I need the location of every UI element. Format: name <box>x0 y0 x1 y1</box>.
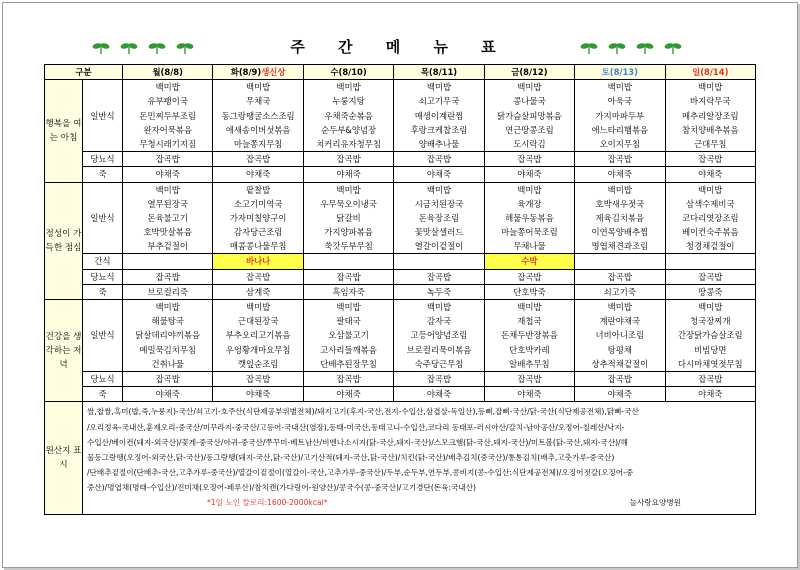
menu-item: 바지락무국 <box>690 96 731 107</box>
menu-item: 소고기미역국 <box>233 198 283 209</box>
lunch-porridge-label: 죽 <box>83 284 123 299</box>
lunch-general-label: 일반식 <box>83 182 123 254</box>
weekly-menu-table <box>44 64 756 515</box>
lunch-porridge-cell: 브로컬리죽 <box>123 284 213 299</box>
dinner-general-cell <box>484 300 574 372</box>
breakfast-diabetic-cell: 잡곡밥 <box>123 152 213 167</box>
menu-item: 감자당근조림 <box>233 227 283 238</box>
breakfast-diabetic-cell: 잡곡밥 <box>484 152 574 167</box>
dinner-diabetic-row <box>45 372 756 387</box>
menu-item: 계란야채국 <box>599 316 641 327</box>
menu-item: 호박새우젓국 <box>595 198 645 209</box>
breakfast-diabetic-label: 당뇨식 <box>83 152 123 167</box>
lunch-diabetic-cell: 잡곡밥 <box>575 269 665 284</box>
dinner-porridge-cell: 야채죽 <box>484 387 574 402</box>
lunch-diabetic-cell: 잡곡밥 <box>123 269 213 284</box>
menu-item: 후랑크케찹조림 <box>410 124 468 135</box>
menu-item: 메추리알장조림 <box>681 110 739 121</box>
menu-item: 오삼불고기 <box>328 330 369 341</box>
day-label: 토(8/13) <box>601 67 638 77</box>
breakfast-porridge-cell: 야채죽 <box>394 167 484 182</box>
menu-item: 근대된장국 <box>237 316 279 327</box>
menu-item: 백미밥 <box>426 184 452 195</box>
menu-item: 매생이계란찜 <box>414 110 464 121</box>
lunch-porridge-cell: 땅콩죽 <box>665 284 755 299</box>
menu-item: 백미밥 <box>245 302 271 313</box>
menu-item: 오이지무침 <box>599 138 641 149</box>
menu-item: 애느타리햄볶음 <box>591 124 649 135</box>
menu-item: 무채국 <box>245 96 271 107</box>
breakfast-diabetic-row <box>45 152 756 167</box>
origin-text-block <box>87 404 751 512</box>
menu-item: 열무된장국 <box>147 198 188 209</box>
menu-item: 순두부&양념장 <box>321 124 377 135</box>
menu-item: 쇠고기무국 <box>418 96 460 107</box>
breakfast-general-cell <box>575 80 665 152</box>
dinner-porridge-cell: 야채죽 <box>575 387 665 402</box>
menu-item: 쑥갓두부무침 <box>324 241 373 252</box>
menu-item: 닭갈비 <box>336 212 361 223</box>
menu-item: 너비아니조림 <box>595 330 645 341</box>
menu-item: 우채죽순볶음 <box>324 110 373 121</box>
lunch-porridge-cell: 삼계죽 <box>213 284 303 299</box>
dinner-section-label: 건강을 생각하는 저녁 <box>45 300 83 402</box>
menu-item: 콩나물국 <box>513 96 546 107</box>
menu-item: 우엉황개마요무침 <box>225 344 291 355</box>
menu-item: 감자국 <box>426 316 452 327</box>
lunch-general-row <box>45 182 756 254</box>
menu-item: 다시마채엿젓무침 <box>677 358 743 369</box>
header-corner: 구분 <box>45 65 123 80</box>
breakfast-general-cell <box>665 80 755 152</box>
menu-item: 청경채겉절이 <box>685 241 735 252</box>
menu-item: 백미밥 <box>336 82 361 93</box>
breakfast-diabetic-cell: 잡곡밥 <box>394 152 484 167</box>
breakfast-general-label: 일반식 <box>83 80 123 152</box>
lunch-snack-row <box>45 254 756 269</box>
lunch-porridge-cell: 단호박죽 <box>484 284 574 299</box>
menu-item: 비빔당면 <box>694 344 727 355</box>
menu-item: 돈육불고기 <box>147 212 188 223</box>
menu-item: 코다리엿장조림 <box>681 212 739 223</box>
origin-row <box>45 402 756 515</box>
menu-item: 백미밥 <box>607 302 632 313</box>
menu-item: 건취나물 <box>151 358 184 369</box>
lunch-porridge-row <box>45 284 756 299</box>
menu-item: 꽃맛살샐러드 <box>414 227 464 238</box>
menu-item: 누룽지탕 <box>332 96 365 107</box>
menu-item: 치커리유자청무침 <box>316 138 381 149</box>
lunch-diabetic-cell: 잡곡밥 <box>665 269 755 284</box>
menu-item: 동그랑땡굴소스조림 <box>221 110 295 121</box>
menu-item: 가자미칠양구이 <box>229 212 287 223</box>
menu-item: 양배추나물 <box>418 138 460 149</box>
menu-item: 백미밥 <box>698 184 723 195</box>
breakfast-general-cell <box>213 80 303 152</box>
menu-item: 백미밥 <box>698 82 723 93</box>
breakfast-diabetic-cell: 잡곡밥 <box>575 152 665 167</box>
menu-item: 백미밥 <box>426 302 452 313</box>
menu-item: 돈민찌두부조림 <box>139 110 197 121</box>
day-header <box>394 65 484 80</box>
day-label: 수(8/10) <box>330 67 367 77</box>
breakfast-diabetic-cell: 잡곡밥 <box>213 152 303 167</box>
dinner-general-cell <box>575 300 665 372</box>
lunch-general-cell <box>123 182 213 254</box>
menu-item: 이연목양배추찜 <box>591 227 649 238</box>
breakfast-general-cell <box>123 80 213 152</box>
origin-line: /오리정육-국내산,훈제오리-중국산/미꾸라지-중국산/고등어-국내산(염장),동태-미국산,동태고니-수입산,코다리 동태포-러시아산/갈치-남아공산/오징어-칠레산/낙지- <box>87 422 625 432</box>
dinner-general-cell <box>123 300 213 372</box>
breakfast-general-row <box>45 80 756 152</box>
menu-item: 부추오리고기볶음 <box>225 330 291 341</box>
day-label: 일(8/14) <box>692 67 729 77</box>
menu-item: 단배추된장무침 <box>320 358 377 369</box>
menu-item: 근대무침 <box>694 138 727 149</box>
dinner-diabetic-cell: 잡곡밥 <box>123 372 213 387</box>
dinner-diabetic-cell: 잡곡밥 <box>394 372 484 387</box>
menu-item: 명엽채견과조림 <box>591 241 649 252</box>
origin-line: 물동그랑땡(오징어-외국산,닭-국산)/동그랑땡(돼지-국산,닭-국산)/고기산적(돼지-국산,닭-국산)/치킨(닭-국산)/배추김치(중국산)/통통김치(배추,고춧가루-중국산) <box>87 453 615 463</box>
origin-text-cell <box>83 402 756 515</box>
menu-item: 아욱국 <box>607 96 632 107</box>
menu-item: 우무묵오이냉국 <box>320 198 377 209</box>
menu-item: 참치양배추볶음 <box>681 124 739 135</box>
lunch-snack-cell <box>123 254 213 269</box>
menu-item: 브로컬리묵이볶음 <box>406 344 472 355</box>
menu-item: 가지마파두부 <box>595 110 645 121</box>
lunch-general-cell <box>484 182 574 254</box>
dinner-general-cell <box>303 300 393 372</box>
menu-item: 매콤콩나물무침 <box>229 241 287 252</box>
breakfast-porridge-cell: 야채죽 <box>213 167 303 182</box>
lunch-general-cell <box>303 182 393 254</box>
header-row <box>45 65 756 80</box>
dinner-diabetic-cell: 잡곡밥 <box>213 372 303 387</box>
lunch-snack-cell <box>575 254 665 269</box>
menu-item: 백미밥 <box>517 302 542 313</box>
menu-item: 백미밥 <box>517 184 542 195</box>
origin-label: 원산지 표시 <box>45 402 83 515</box>
menu-item: 팔태국 <box>336 316 361 327</box>
menu-item: 백미밥 <box>155 302 180 313</box>
dinner-general-label: 일반식 <box>83 300 123 372</box>
breakfast-porridge-cell: 야채죽 <box>575 167 665 182</box>
lunch-general-cell <box>575 182 665 254</box>
menu-item: 애새송이버섯볶음 <box>225 124 291 135</box>
calorie-note: *1일 노인 칼로리:1600-2000kcal* <box>207 498 328 508</box>
menu-item: 마늘쫑지무침 <box>233 138 283 149</box>
breakfast-general-cell <box>394 80 484 152</box>
menu-item: 백미밥 <box>607 82 632 93</box>
menu-item: 삼색수제비국 <box>685 198 735 209</box>
menu-item: 가지양파볶음 <box>324 227 373 238</box>
lunch-diabetic-row <box>45 269 756 284</box>
menu-item: 백미밥 <box>245 82 271 93</box>
dinner-diabetic-cell: 잡곡밥 <box>303 372 393 387</box>
breakfast-porridge-cell: 야채죽 <box>303 167 393 182</box>
dinner-general-cell <box>665 300 755 372</box>
day-label: 목(8/11) <box>420 67 458 77</box>
lunch-snack-cell: 바나나 <box>213 254 303 269</box>
dinner-porridge-cell: 야채죽 <box>213 387 303 402</box>
dinner-diabetic-cell: 잡곡밥 <box>575 372 665 387</box>
lunch-section-label: 정성이 가득한 점심 <box>45 182 83 300</box>
dinner-porridge-cell: 야채죽 <box>394 387 484 402</box>
menu-item: 백미밥 <box>155 82 180 93</box>
menu-item: 청국장찌개 <box>690 316 731 327</box>
menu-item: 닭살데리야끼볶음 <box>135 330 201 341</box>
dinner-porridge-label: 죽 <box>83 387 123 402</box>
menu-item: 고등어양념조림 <box>410 330 468 341</box>
dinner-diabetic-cell: 잡곡밥 <box>484 372 574 387</box>
day-header <box>484 65 574 80</box>
hospital-name: 늘사랑요양병원 <box>629 498 681 508</box>
dinner-general-cell <box>394 300 484 372</box>
lunch-diabetic-cell: 잡곡밥 <box>303 269 393 284</box>
menu-item: 제육김치볶음 <box>595 212 645 223</box>
dinner-porridge-cell: 야채죽 <box>665 387 755 402</box>
menu-item: 해물우동볶음 <box>505 212 554 223</box>
day-header <box>303 65 393 80</box>
menu-item: 탕평채 <box>607 344 632 355</box>
breakfast-porridge-cell: 야채죽 <box>484 167 574 182</box>
menu-item: 완자어묵볶음 <box>143 124 192 135</box>
lunch-diabetic-label: 당뇨식 <box>83 269 123 284</box>
origin-line: /단배추겉절이(단배추-국산,고추가루-중국산)/열갈이겉절이(열갈이-국산,고추가루-중국산)/두부,순두부,연두부,콩비지(콩-수입산:식단제공전체)/오징어젓갈(오징어-중 <box>87 468 634 478</box>
lunch-general-cell <box>394 182 484 254</box>
menu-item: 육개장 <box>517 198 542 209</box>
menu-item: 연근땅콩조림 <box>505 124 554 135</box>
day-label: 월(8/8) <box>152 67 183 77</box>
menu-item: 베이컨숙주볶음 <box>681 227 739 238</box>
dinner-general-cell <box>213 300 303 372</box>
menu-item: 도시락김 <box>513 138 546 149</box>
origin-line: 수입산/베이컨(돼지-외국산)/꽃게-중국산/아귀-중국산/쭈꾸미-베트남산/비엔나소시지(닭-국산,돼지-국산)/스모크햄(닭-국산,돼지-국산)/미트볼(닭-국산,돼지-국산)/해 <box>87 437 628 447</box>
lunch-general-cell <box>665 182 755 254</box>
menu-item: 백미밥 <box>607 184 632 195</box>
lunch-porridge-cell: 흑임자죽 <box>303 284 393 299</box>
menu-item: 호박맛살볶음 <box>143 227 192 238</box>
breakfast-porridge-label: 죽 <box>83 167 123 182</box>
menu-item: 해물탕국 <box>151 316 184 327</box>
breakfast-section-label: 행복을 여는 아침 <box>45 80 83 182</box>
menu-item: 백미밥 <box>698 302 723 313</box>
day-label: 금(8/12) <box>511 67 548 77</box>
lunch-diabetic-cell: 잡곡밥 <box>394 269 484 284</box>
lunch-snack-label: 간식 <box>83 254 123 269</box>
dinner-porridge-row <box>45 387 756 402</box>
lunch-diabetic-cell: 잡곡밥 <box>213 269 303 284</box>
breakfast-general-cell <box>303 80 393 152</box>
lunch-snack-cell: 수박 <box>484 254 574 269</box>
menu-item: 마늘쫑어묵조림 <box>501 227 558 238</box>
menu-item: 돈채두반장볶음 <box>501 330 558 341</box>
lunch-diabetic-cell: 잡곡밥 <box>484 269 574 284</box>
lunch-general-cell <box>213 182 303 254</box>
dinner-diabetic-label: 당뇨식 <box>83 372 123 387</box>
day-tag: 생신상 <box>261 67 286 77</box>
breakfast-diabetic-cell: 잡곡밥 <box>303 152 393 167</box>
page-title: 주 간 메 뉴 표 <box>290 38 510 56</box>
menu-item: 유부팽이국 <box>147 96 188 107</box>
breakfast-porridge-cell: 야채죽 <box>123 167 213 182</box>
menu-item: 알배추무침 <box>509 358 550 369</box>
menu-item: 깻잎순조림 <box>237 358 279 369</box>
menu-table-body <box>45 65 756 515</box>
menu-item: 닭가슴살피망볶음 <box>497 110 562 121</box>
day-header <box>665 65 755 80</box>
menu-item: 고사리들깨볶음 <box>320 344 377 355</box>
day-header <box>213 65 303 80</box>
lunch-snack-cell <box>665 254 755 269</box>
breakfast-porridge-cell: 야채죽 <box>665 167 755 182</box>
breakfast-porridge-row <box>45 167 756 182</box>
menu-item: 숙주당근무침 <box>414 358 464 369</box>
origin-line: 쌀,찹쌀,흑미(밥,죽,누룽지)-국산/쇠고기-호주산(식단제공부위별전체)/돼지고기(후지-국산,전지-수입산,삼겹살-독일산),등뼈,잡뼈-국산/닭-국산(식단제공전체),닭뼈-국산 <box>87 407 639 417</box>
lunch-snack-cell <box>394 254 484 269</box>
menu-item: 백미밥 <box>336 302 361 313</box>
menu-item: 시금치된장국 <box>414 198 464 209</box>
menu-item: 돈육장조림 <box>418 212 460 223</box>
menu-item: 메밀묵김치무침 <box>139 344 197 355</box>
menu-item: 무채나물 <box>513 241 546 252</box>
day-header <box>123 65 213 80</box>
menu-item: 백미밥 <box>517 82 542 93</box>
dinner-porridge-cell: 야채죽 <box>123 387 213 402</box>
menu-item: 팥찰밥 <box>245 184 271 195</box>
menu-item: 무청시래기지짐 <box>139 138 197 149</box>
menu-item: 상추적채겉절이 <box>591 358 649 369</box>
lunch-snack-cell <box>303 254 393 269</box>
breakfast-general-cell <box>484 80 574 152</box>
breakfast-diabetic-cell: 잡곡밥 <box>665 152 755 167</box>
dinner-general-row <box>45 300 756 372</box>
menu-item: 단호박카레 <box>509 344 550 355</box>
day-header <box>575 65 665 80</box>
menu-item: 백미밥 <box>336 184 361 195</box>
menu-item: 백미밥 <box>426 82 452 93</box>
origin-line: 중산)/명엽채(명태-수입산)/진미채(오징어-페루산)/참치캔(가다랑어-원양산)/콩국수(콩-중국산)/고기경단(돈육:국내산) <box>87 483 476 493</box>
day-label: 화(8/9) <box>230 67 262 77</box>
lunch-porridge-cell: 쇠고기죽 <box>575 284 665 299</box>
menu-item: 부추겉절이 <box>147 241 188 252</box>
menu-item: 재첩국 <box>517 316 542 327</box>
dinner-diabetic-cell: 잡곡밥 <box>665 372 755 387</box>
dinner-porridge-cell: 야채죽 <box>303 387 393 402</box>
menu-item: 간장닭가슴살조림 <box>677 330 743 341</box>
menu-item: 백미밥 <box>155 184 180 195</box>
menu-item: 열갈이겉절이 <box>414 241 464 252</box>
lunch-porridge-cell: 녹두죽 <box>394 284 484 299</box>
